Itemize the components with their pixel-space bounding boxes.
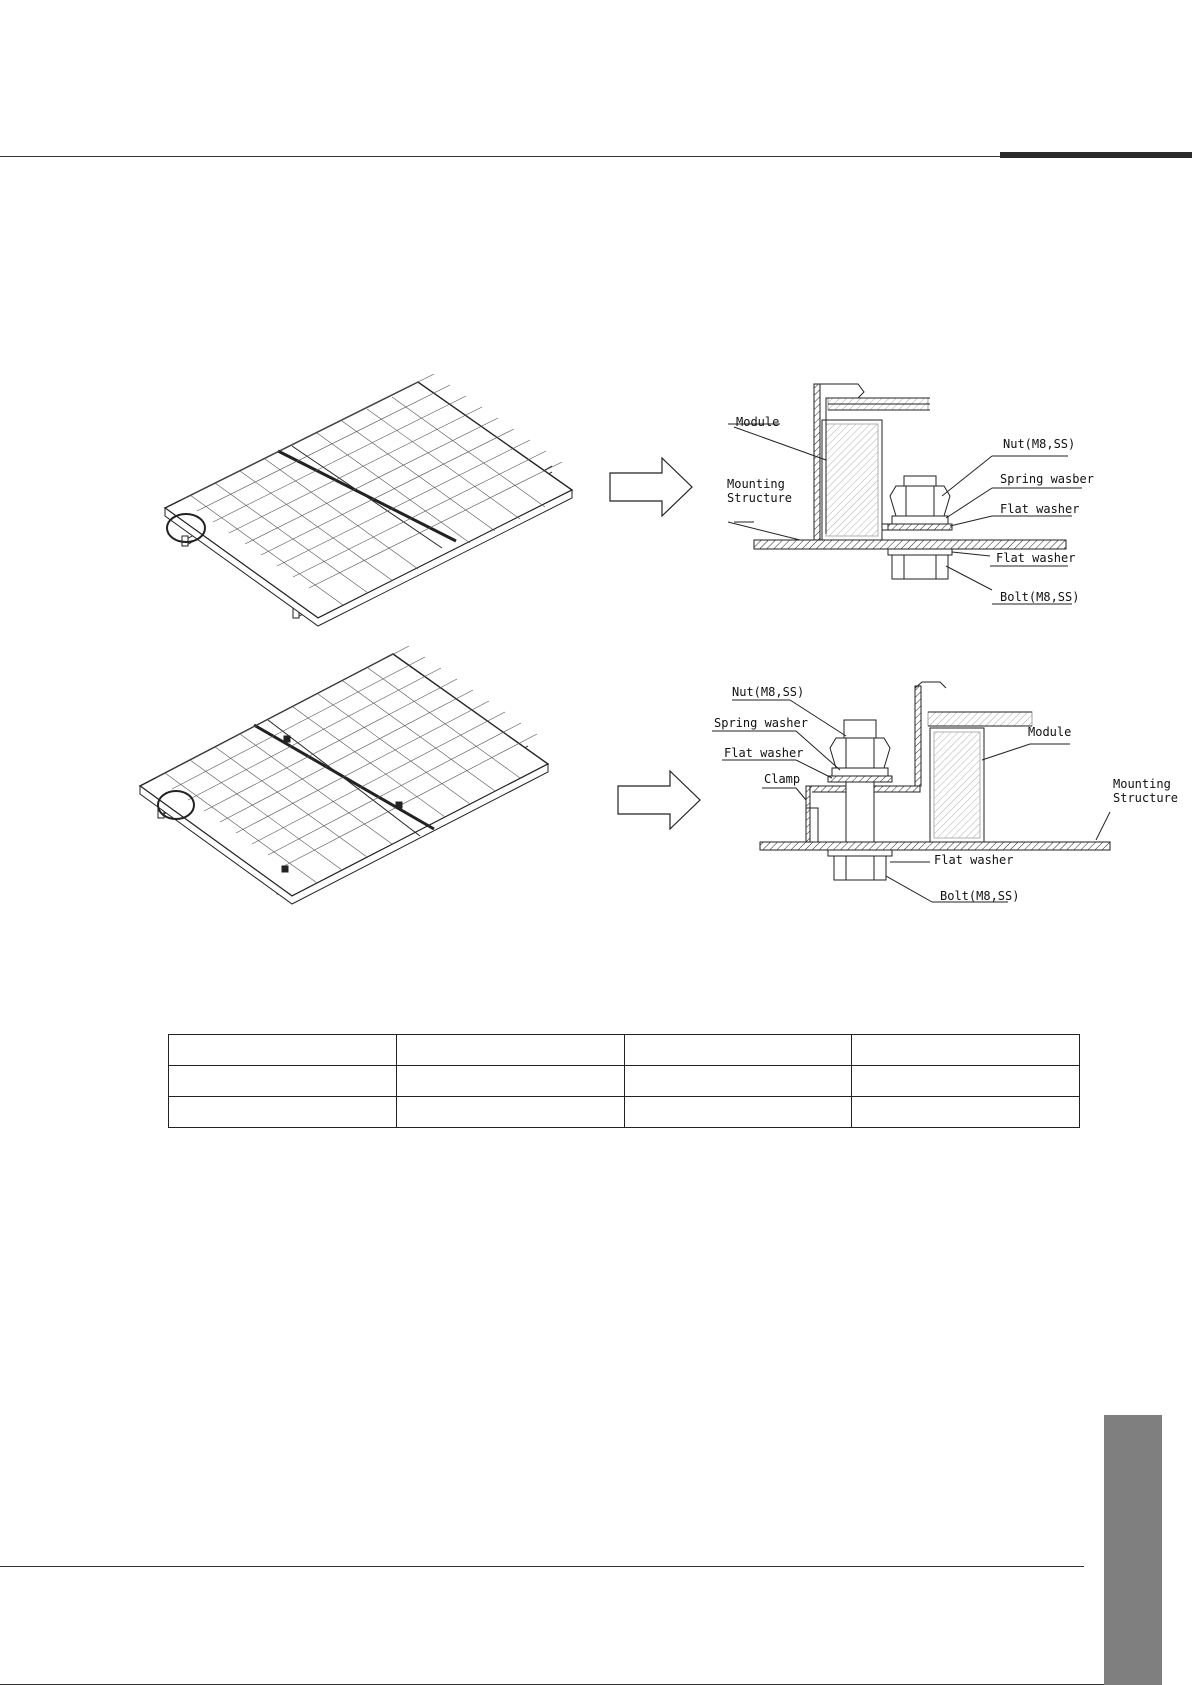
label-mounting-structure-l2: Structure: [727, 491, 793, 505]
table-cell: [624, 1097, 852, 1128]
arrow-icon: [618, 771, 700, 829]
table-cell: [852, 1066, 1080, 1097]
table-row: [169, 1097, 1080, 1128]
table-cell: [169, 1066, 397, 1097]
table-cell: [396, 1035, 624, 1066]
label-flat-washer-top: Flat washer: [1000, 502, 1080, 516]
label-mounting-structure-l2: Structure: [1113, 791, 1179, 805]
table-cell: [624, 1066, 852, 1097]
label-mounting-structure-l1: Mounting: [1113, 777, 1171, 791]
table-cell: [396, 1066, 624, 1097]
table-row: [169, 1066, 1080, 1097]
label-bolt: Bolt(M8,SS): [1000, 590, 1080, 604]
table-cell: [852, 1097, 1080, 1128]
table-cell: [169, 1097, 397, 1128]
solar-panel-outline: [165, 382, 572, 618]
table-cell: [624, 1035, 852, 1066]
label-flat-washer-bottom: Flat washer: [934, 853, 1014, 867]
label-mounting-structure-l1: Mounting: [727, 477, 785, 491]
label-flat-washer-bottom: Flat washer: [996, 551, 1076, 565]
table-cell: [396, 1097, 624, 1128]
clamped-cross-section-drawing: [712, 682, 1110, 902]
label-clamp: Clamp: [764, 772, 801, 786]
table-cell: [852, 1035, 1080, 1066]
label-bolt: Bolt(M8,SS): [940, 889, 1020, 903]
footer-rule: [0, 1566, 1084, 1567]
panel-array-bolted-drawing: [165, 374, 572, 626]
table-cell: [169, 1035, 397, 1066]
label-flat-washer-top: Flat washer: [724, 746, 804, 760]
solar-panel-outline: [140, 654, 548, 896]
label-module: Module: [1028, 725, 1072, 739]
label-spring-washer: Spring washer: [714, 716, 808, 730]
label-nut: Nut(M8,SS): [1003, 437, 1076, 451]
panel-array-clamped-drawing: [140, 646, 548, 904]
chapter-side-tab: [1104, 1415, 1162, 1685]
table-row: [169, 1035, 1080, 1066]
label-nut: Nut(M8,SS): [732, 685, 805, 699]
label-spring-washer: Spring wasber: [1000, 472, 1094, 486]
arrow-icon: [610, 458, 692, 516]
label-module: Module: [736, 415, 780, 429]
parts-table: [168, 1034, 1080, 1128]
